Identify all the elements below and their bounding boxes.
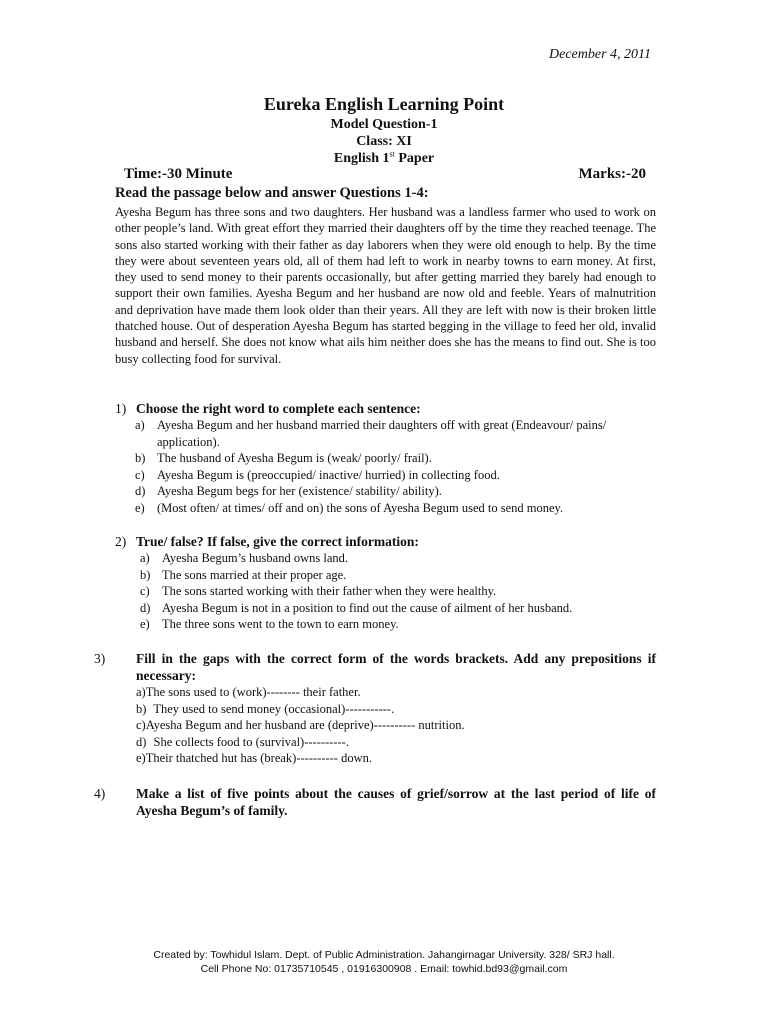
paper-label-superscript: st xyxy=(389,149,395,159)
item-letter: e) xyxy=(136,751,146,765)
list-item xyxy=(115,500,656,517)
item-letter: d) xyxy=(135,484,146,498)
item-text: Ayesha Begum and her husband married their daughters off with great (Endeavour/ pains/ application). xyxy=(157,418,607,449)
item-text: Ayesha Begum is (preoccupied/ inactive/ hurried) in collecting food. xyxy=(157,467,500,482)
item-letter: a) xyxy=(135,418,145,432)
item-text: The sons started working with their father when they were healthy. xyxy=(162,584,497,598)
question-3 xyxy=(94,650,656,767)
list-item xyxy=(115,417,656,450)
list-item xyxy=(115,616,656,633)
question-2 xyxy=(115,533,656,633)
document-date: December 4, 2011 xyxy=(549,47,651,62)
question-text: Fill in the gaps with the correct form of the words brackets. Add any prepositions if necessary xyxy=(136,651,656,683)
item-text: They used to send money (occasional)-----------. xyxy=(150,701,395,716)
item-text: Their thatched hut has (break)---------- down. xyxy=(145,751,373,765)
item-text: Ayesha Begum and her husband are (deprive)---------- nutrition. xyxy=(145,718,465,732)
list-item xyxy=(115,734,656,751)
item-letter: c) xyxy=(136,718,146,732)
item-text: Ayesha Begum is not in a position to find out the cause of ailment of her husband. xyxy=(162,600,573,615)
question-2-heading xyxy=(115,533,656,550)
question-4 xyxy=(94,785,656,819)
reading-passage: Ayesha Begum has three sons and two daughters. Her husband was a landless farmer who used to work on other people’s land. With great effort they married their daughters off by the time they reached teenage. The sons also started working with their father as day laborers when they were old enough to help. By the time they were about seventeen years old, all of them had left to work in nearby towns to earn money. At first, they used to send money to their parents occasionally, but after getting married they barely had enough to support their own families. Ayesha Begum and her husband are now old and feeble. Years of malnutrition and deprivation have made them look older than their years. All they are left with now is their broken little thatched house. Out of desperation Ayesha Begum has started begging in the village to feed her old, invalid husband and herself. She does not know what ails him neither does she has the means to find out. She is too busy collecting food for survival. xyxy=(115,205,656,366)
paper-label xyxy=(0,151,768,167)
question-text: True/ false? If false, give the correct information: xyxy=(136,534,419,549)
time-label: Time:-30 Minute xyxy=(124,166,233,182)
footer-author-line: Created by: Towhidul Islam. Dept. of Public Administration. Jahangirnagar University. 328/ SRJ hall. xyxy=(153,949,615,961)
item-text: The three sons went to the town to earn money. xyxy=(162,617,399,631)
item-letter: a) xyxy=(140,551,150,565)
list-item xyxy=(115,467,656,484)
item-letter: a) xyxy=(136,685,146,699)
item-text: Ayesha Begum’s husband owns land. xyxy=(162,551,348,565)
question-colon: : xyxy=(191,668,196,683)
marks-label: Marks:-20 xyxy=(578,166,646,182)
list-item xyxy=(115,483,656,500)
item-text: Ayesha Begum begs for her (existence/ stability/ ability). xyxy=(157,484,442,498)
question-number: 2) xyxy=(115,534,127,549)
paper-label-suffix: Paper xyxy=(394,151,435,166)
list-item xyxy=(115,600,656,617)
item-text: The sons used to (work)-------- their father. xyxy=(145,685,361,699)
item-text: The husband of Ayesha Begum is (weak/ poorly/ frail). xyxy=(157,451,432,465)
item-text: She collects food to (survival)----------. xyxy=(150,734,349,749)
time-marks-row xyxy=(124,166,646,183)
paper-label-main: English 1 xyxy=(333,151,390,166)
question-text: Make a list of five points about the causes of grief/sorrow at the last period of life of Ayesha Begum’s of family. xyxy=(136,786,656,818)
model-question-label: Model Question-1 xyxy=(330,117,438,132)
item-letter: d) xyxy=(136,734,147,749)
item-letter: b) xyxy=(136,701,147,716)
class-label: Class: XI xyxy=(356,134,412,149)
question-3-heading xyxy=(94,650,656,684)
item-letter: e) xyxy=(140,617,150,631)
list-item xyxy=(115,567,656,584)
question-4-heading xyxy=(94,785,656,819)
question-text: Choose the right word to complete each sentence: xyxy=(136,401,421,416)
list-item xyxy=(115,684,656,701)
list-item xyxy=(115,750,656,767)
item-letter: e) xyxy=(135,500,145,515)
document-title: Eureka English Learning Point xyxy=(263,94,505,114)
footer-contact-line: Cell Phone No: 01735710545 , 01916300908 . Email: towhid.bd93@gmail.com xyxy=(200,963,568,975)
item-letter: c) xyxy=(140,584,150,598)
list-item xyxy=(115,450,656,467)
list-item xyxy=(115,583,656,600)
item-letter: b) xyxy=(135,451,146,465)
question-number: 1) xyxy=(115,401,127,416)
item-letter: d) xyxy=(140,600,151,615)
passage-instruction: Read the passage below and answer Questions 1-4: xyxy=(115,185,429,201)
item-letter: c) xyxy=(135,467,145,482)
page-footer xyxy=(0,948,768,976)
list-item xyxy=(115,717,656,734)
question-number: 4) xyxy=(94,786,106,801)
item-letter: b) xyxy=(140,567,151,582)
list-item xyxy=(115,550,656,567)
item-text: (Most often/ at times/ off and on) the sons of Ayesha Begum used to send money. xyxy=(157,500,564,515)
question-1-heading xyxy=(115,400,656,417)
item-text: The sons married at their proper age. xyxy=(162,567,347,582)
question-1 xyxy=(115,400,656,516)
question-number: 3) xyxy=(94,651,106,666)
list-item xyxy=(115,701,656,718)
